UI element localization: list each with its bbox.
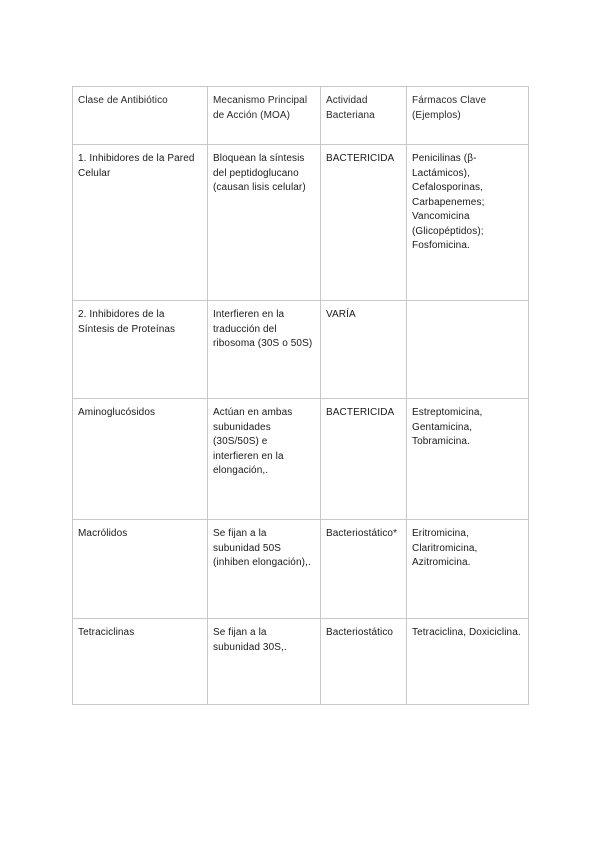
table-row: [73, 399, 529, 520]
table-row: [73, 520, 529, 619]
cell-actividad: BACTERICIDA: [321, 145, 407, 301]
cell-moa: Se fijan a la subunidad 30S,.: [208, 619, 321, 705]
cell-moa: Actúan en ambas subunidades (30S/50S) e interfieren en la elongación,.: [208, 399, 321, 520]
cell-clase: Aminoglucósidos: [73, 399, 208, 520]
cell-moa: Interfieren en la traducción del ribosoma (30S o 50S): [208, 301, 321, 399]
antibiotic-classes-table: [72, 86, 529, 705]
cell-clase: Macrólidos: [73, 520, 208, 619]
table-row: [73, 619, 529, 705]
cell-actividad: Bacteriostático: [321, 619, 407, 705]
header-farmacos: Fármacos Clave (Ejemplos): [407, 87, 529, 145]
cell-moa: Bloquean la síntesis del peptidoglucano (causan lisis celular): [208, 145, 321, 301]
cell-clase: 1. Inhibidores de la Pared Celular: [73, 145, 208, 301]
cell-farmacos: Penicilinas (β-Lactámicos), Cefalosporinas, Carbapenemes; Vancomicina (Glicopéptidos); Fosfomicina.: [407, 145, 529, 301]
header-clase: Clase de Antibiótico: [73, 87, 208, 145]
cell-moa: Se fijan a la subunidad 50S (inhiben elongación),.: [208, 520, 321, 619]
cell-farmacos: Tetraciclina, Doxiciclina.: [407, 619, 529, 705]
cell-clase: 2. Inhibidores de la Síntesis de Proteínas: [73, 301, 208, 399]
cell-actividad: BACTERICIDA: [321, 399, 407, 520]
cell-actividad: VARÍA: [321, 301, 407, 399]
cell-actividad: Bacteriostático*: [321, 520, 407, 619]
table-row: [73, 145, 529, 301]
header-moa: Mecanismo Principal de Acción (MOA): [208, 87, 321, 145]
header-actividad: Actividad Bacteriana: [321, 87, 407, 145]
cell-farmacos: Eritromicina, Claritromicina, Azitromicina.: [407, 520, 529, 619]
table-header-row: [73, 87, 529, 145]
cell-farmacos: [407, 301, 529, 399]
cell-farmacos: Estreptomicina, Gentamicina, Tobramicina.: [407, 399, 529, 520]
cell-clase: Tetraciclinas: [73, 619, 208, 705]
table-row: [73, 301, 529, 399]
